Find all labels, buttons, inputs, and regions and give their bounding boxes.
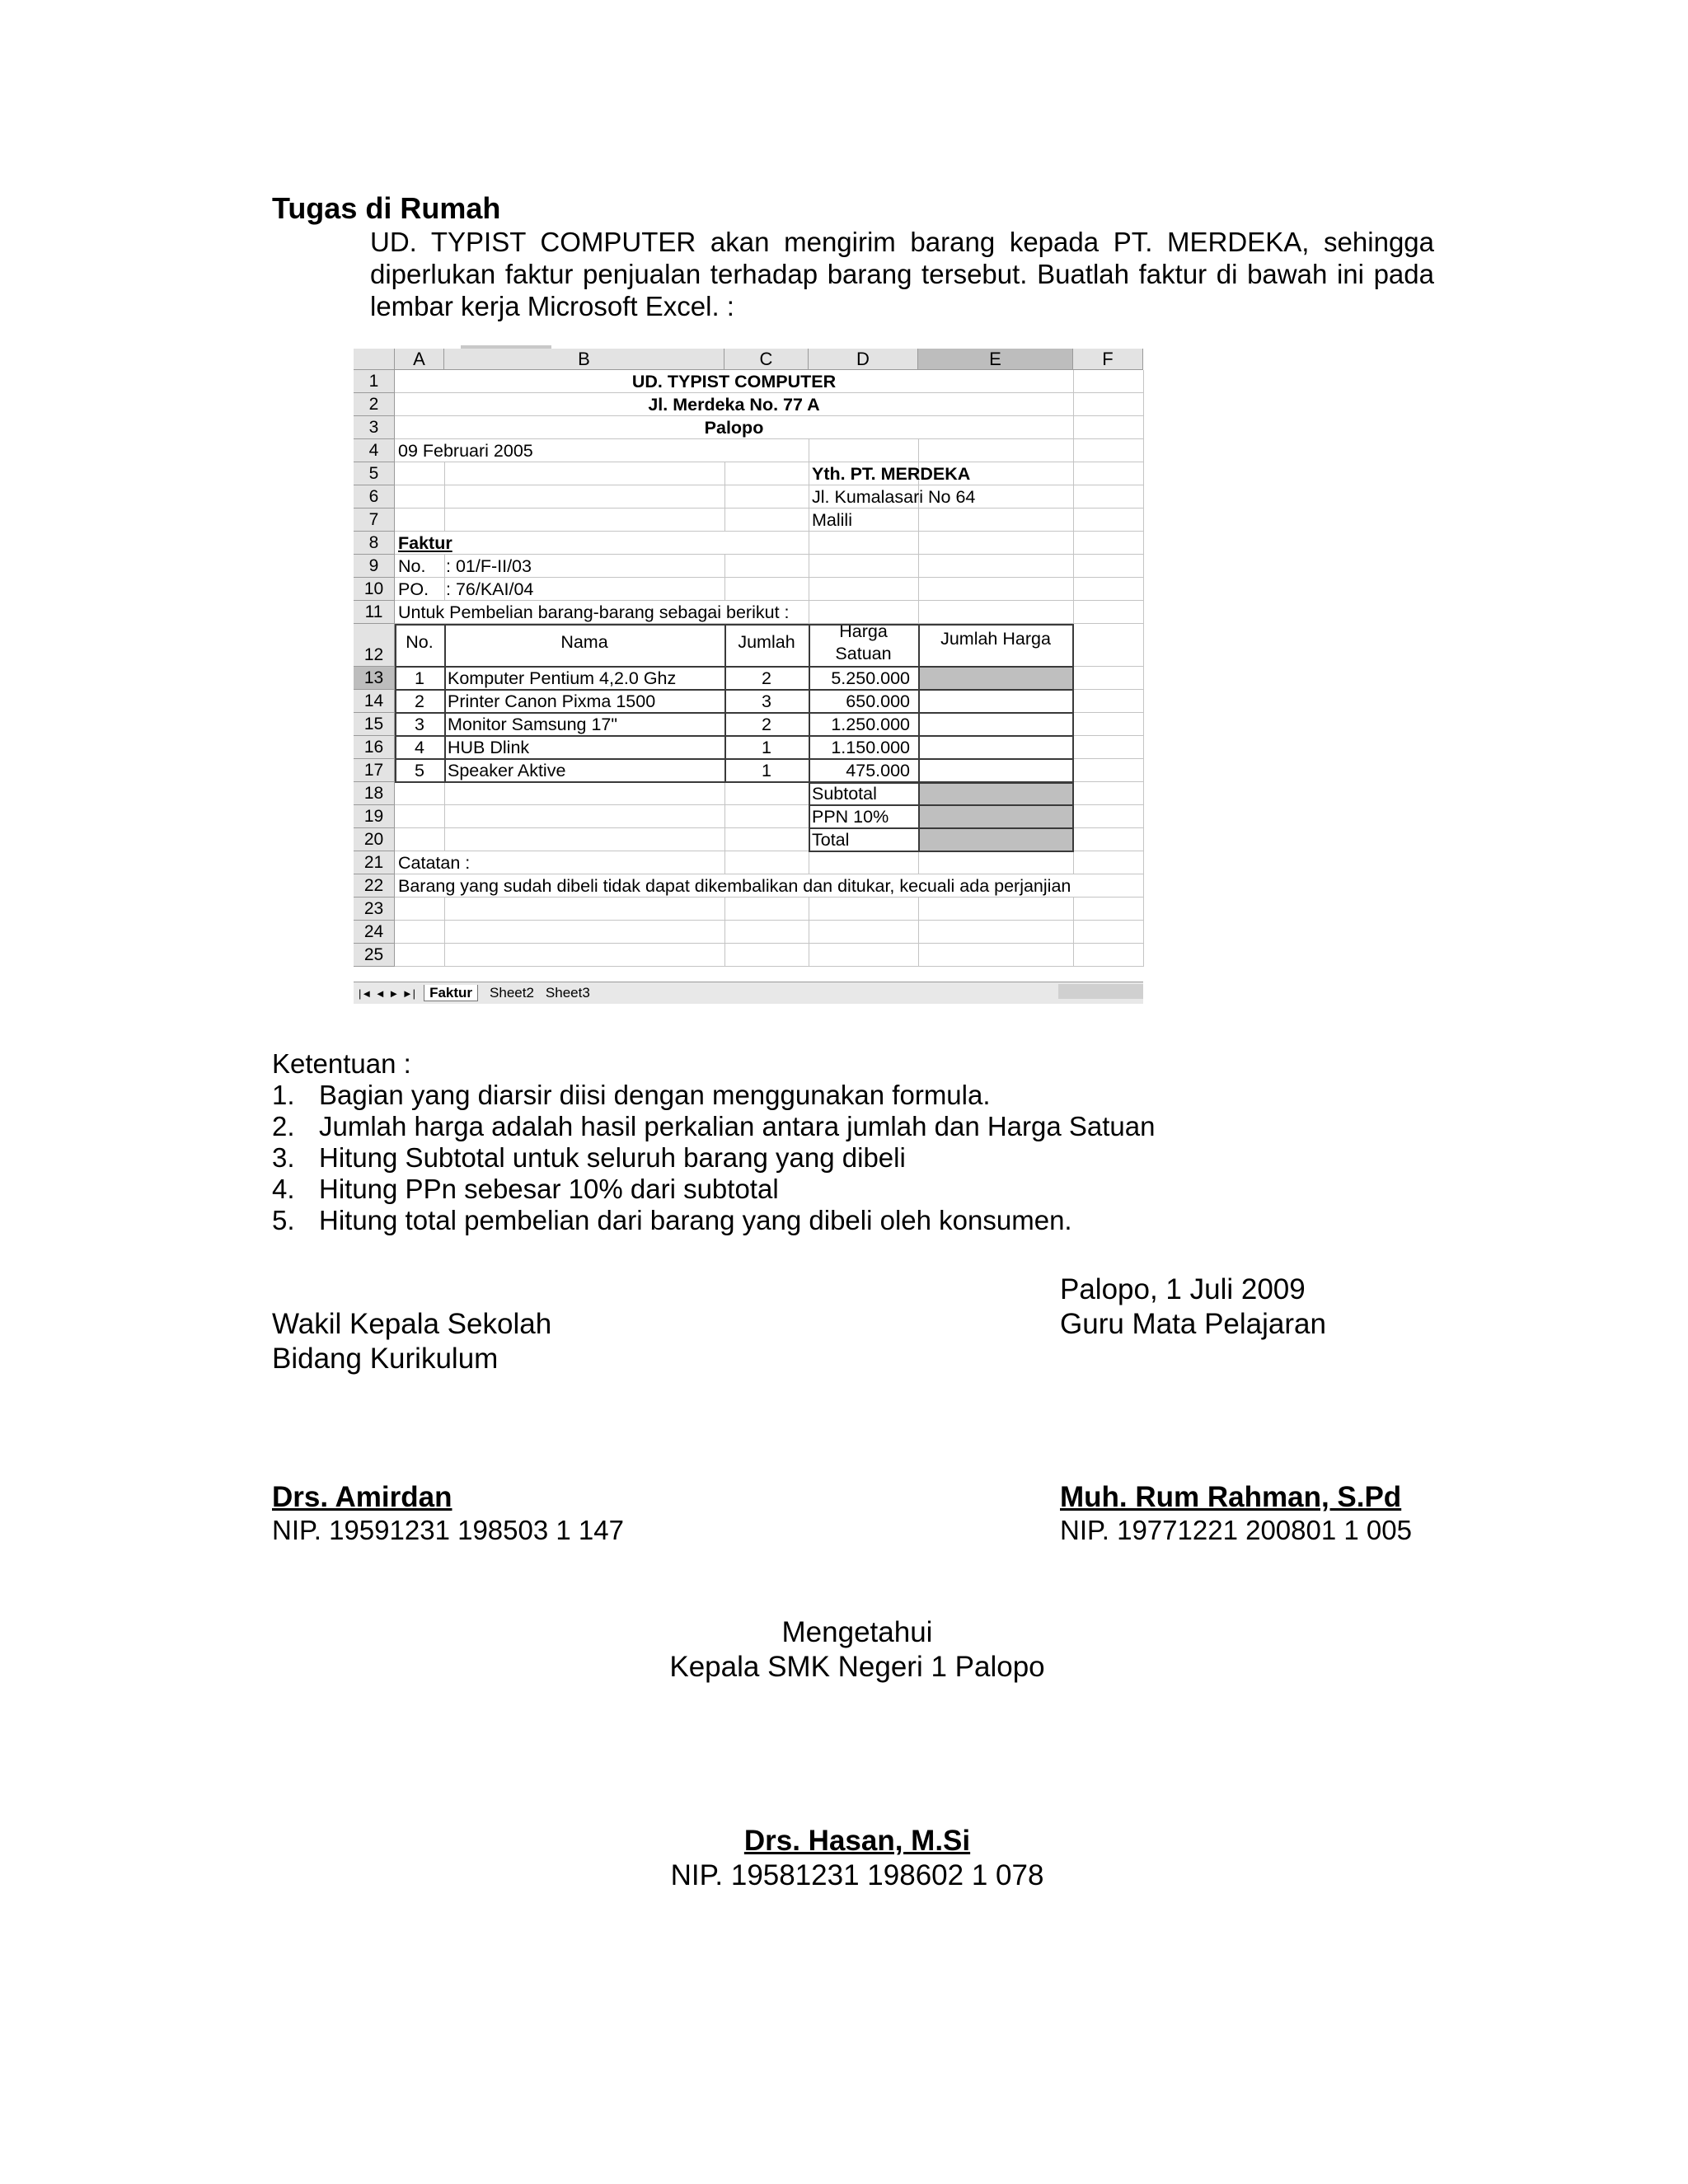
cell-no-value: : 01/F-II/03 <box>446 556 532 576</box>
cell-city: Palopo <box>704 418 764 438</box>
row-header-14: 14 <box>354 690 395 713</box>
row-header-10: 10 <box>354 578 395 601</box>
sheet-nav-arrows[interactable]: |◄ ◄ ► ►| <box>359 987 416 1000</box>
item-price: 5.250.000 <box>831 668 910 688</box>
item-name: Monitor Samsung 17" <box>448 715 618 734</box>
totals-box-border <box>809 782 1074 852</box>
ketentuan-number: 2. <box>272 1111 295 1141</box>
intro-paragraph: UD. TYPIST COMPUTER akan mengirim barang kepada PT. MERDEKA, sehingga diperlukan faktur penjualan terhadap barang tersebut. Buatlah faktur di bawah ini pada lembar kerja Microsoft Excel. : <box>370 227 1434 321</box>
item-name: HUB Dlink <box>448 738 530 757</box>
right-signer-title: Guru Mata Pelajaran <box>1060 1308 1326 1340</box>
horizontal-scrollbar[interactable] <box>1058 984 1143 999</box>
cell-company: UD. TYPIST COMPUTER <box>631 372 837 391</box>
merged-cell-bg <box>396 532 808 554</box>
row-header-1: 1 <box>354 370 395 393</box>
column-header-c: C <box>724 349 809 370</box>
ketentuan-number: 1. <box>272 1080 295 1110</box>
column-header-d: D <box>809 349 918 370</box>
gridline-horizontal <box>395 508 1143 509</box>
ketentuan-title: Ketentuan : <box>272 1048 411 1079</box>
column-header-f: F <box>1073 349 1143 370</box>
row-header-4: 4 <box>354 439 395 462</box>
sheet-tab-sheet3[interactable]: Sheet3 <box>545 985 590 1001</box>
item-qty: 3 <box>762 691 771 711</box>
row-header-24: 24 <box>354 921 395 944</box>
ketentuan-number: 3. <box>272 1142 295 1173</box>
item-no: 3 <box>415 715 424 734</box>
row-header-7: 7 <box>354 509 395 532</box>
gridline-horizontal <box>395 943 1143 944</box>
left-signer-name: Drs. Amirdan <box>272 1481 452 1513</box>
column-header-e: E <box>918 349 1073 370</box>
label-subtotal: Subtotal <box>812 784 877 804</box>
cell-to-city: Malili <box>812 510 852 530</box>
gridline-vertical <box>1143 370 1144 967</box>
item-no: 2 <box>415 691 424 711</box>
ketentuan-number: 4. <box>272 1174 295 1204</box>
row-header-25: 25 <box>354 944 395 967</box>
ketentuan-item <box>272 1111 1156 1142</box>
left-signer-division: Bidang Kurikulum <box>272 1343 499 1375</box>
ketentuan-text: Hitung Subtotal untuk seluruh barang yang dibeli <box>319 1142 906 1173</box>
ketentuan-text: Hitung total pembelian dari barang yang dibeli oleh konsumen. <box>319 1205 1072 1235</box>
ketentuan-text: Hitung PPn sebesar 10% dari subtotal <box>319 1174 779 1204</box>
right-signer-name: Muh. Rum Rahman, S.Pd <box>1060 1481 1402 1513</box>
cell-to-name: Yth. PT. MERDEKA <box>812 464 971 484</box>
totals-row-line <box>809 804 1073 806</box>
head-name-text: Drs. Hasan, M.Si <box>743 1825 971 1857</box>
gridline-horizontal <box>395 920 1143 921</box>
header-harga-1: Harga <box>839 621 888 641</box>
row-header-2: 2 <box>354 393 395 416</box>
table-row-line <box>395 735 1073 737</box>
ketentuan-item <box>272 1205 1072 1236</box>
header-nama: Nama <box>560 632 608 652</box>
label-ppn: PPN 10% <box>812 807 889 827</box>
cell-catatan-text: Barang yang sudah dibeli tidak dapat dikembalikan dan ditukar, kecuali ada perjanjian <box>398 876 1071 896</box>
row-header-12: 12 <box>354 624 395 667</box>
cell-purpose: Untuk Pembelian barang-barang sebagai berikut : <box>398 602 790 622</box>
item-no: 1 <box>415 668 424 688</box>
cell-date: 09 Februari 2005 <box>398 441 533 461</box>
left-signer-title: Wakil Kepala Sekolah <box>272 1308 552 1340</box>
right-signer-nip: NIP. 19771221 200801 1 005 <box>1060 1515 1412 1545</box>
item-name: Speaker Aktive <box>448 761 566 780</box>
item-qty: 2 <box>762 715 771 734</box>
page-heading: Tugas di Rumah <box>272 191 501 225</box>
row-header-11: 11 <box>354 601 395 624</box>
header-no: No. <box>406 632 434 652</box>
item-qty: 1 <box>762 761 771 780</box>
row-header-19: 19 <box>354 805 395 828</box>
row-header-9: 9 <box>354 555 395 578</box>
cell-address: Jl. Merdeka No. 77 A <box>648 395 820 415</box>
totals-row-line <box>809 827 1073 829</box>
table-row-line <box>395 689 1073 691</box>
left-signer-nip: NIP. 19591231 198503 1 147 <box>272 1515 624 1545</box>
row-header-8: 8 <box>354 532 395 555</box>
row-header-18: 18 <box>354 782 395 805</box>
sheet-tab-sheet2[interactable]: Sheet2 <box>490 985 534 1001</box>
gridline-horizontal <box>395 966 1143 967</box>
row-header-21: 21 <box>354 851 395 874</box>
row-header-23: 23 <box>354 898 395 921</box>
column-header-a: A <box>395 349 444 370</box>
select-all-corner <box>354 349 395 370</box>
cell-faktur-label: Faktur <box>398 533 452 553</box>
row-header-22: 22 <box>354 874 395 898</box>
row-header-13: 13 <box>354 667 395 690</box>
table-row-line <box>395 666 1073 668</box>
table-row-line <box>395 712 1073 714</box>
item-qty: 1 <box>762 738 771 757</box>
cell-no-label: No. <box>398 556 426 576</box>
row-header-15: 15 <box>354 713 395 736</box>
ketentuan-item <box>272 1174 779 1205</box>
item-name: Printer Canon Pixma 1500 <box>448 691 656 711</box>
row-header-5: 5 <box>354 462 395 485</box>
cell-to-address: Jl. Kumalasari No 64 <box>812 487 976 507</box>
mengetahui-label: Mengetahui <box>781 1616 933 1648</box>
item-price: 1.150.000 <box>831 738 910 757</box>
item-no: 4 <box>415 738 424 757</box>
sheet-tabs-bar <box>354 982 1143 1004</box>
ketentuan-item <box>272 1080 991 1111</box>
header-harga-2: Satuan <box>835 644 892 663</box>
ketentuan-text: Bagian yang diarsir diisi dengan menggunakan formula. <box>319 1080 991 1110</box>
ketentuan-item <box>272 1142 906 1174</box>
item-price: 1.250.000 <box>831 715 910 734</box>
header-jumlah: Jumlah <box>738 632 795 652</box>
row-header-16: 16 <box>354 736 395 759</box>
spreadsheet-figure <box>354 345 1143 1007</box>
item-price: 475.000 <box>846 761 910 780</box>
head-title: Kepala SMK Negeri 1 Palopo <box>669 1651 1045 1683</box>
item-no: 5 <box>415 761 424 780</box>
item-price: 650.000 <box>846 691 910 711</box>
column-header-b: B <box>444 349 724 370</box>
header-jumlah-harga: Jumlah Harga <box>940 629 1051 649</box>
item-name: Komputer Pentium 4,2.0 Ghz <box>448 668 677 688</box>
item-qty: 2 <box>762 668 771 688</box>
row-header-3: 3 <box>354 416 395 439</box>
cell-po-value: : 76/KAI/04 <box>446 579 534 599</box>
head-name <box>0 1824 1688 1858</box>
place-date: Palopo, 1 Juli 2009 <box>1060 1273 1306 1305</box>
row-header-17: 17 <box>354 759 395 782</box>
cell-catatan: Catatan : <box>398 853 471 873</box>
ketentuan-text: Jumlah harga adalah hasil perkalian antara jumlah dan Harga Satuan <box>319 1111 1156 1141</box>
table-row-line <box>395 758 1073 760</box>
totals-divider <box>918 782 920 851</box>
head-nip: NIP. 19581231 198602 1 078 <box>670 1859 1044 1891</box>
ketentuan-number: 5. <box>272 1205 295 1235</box>
row-header-20: 20 <box>354 828 395 851</box>
sheet-tab-faktur[interactable]: Faktur <box>424 985 478 1001</box>
label-total: Total <box>812 830 850 850</box>
row-header-6: 6 <box>354 485 395 509</box>
cell-po-label: PO. <box>398 579 429 599</box>
